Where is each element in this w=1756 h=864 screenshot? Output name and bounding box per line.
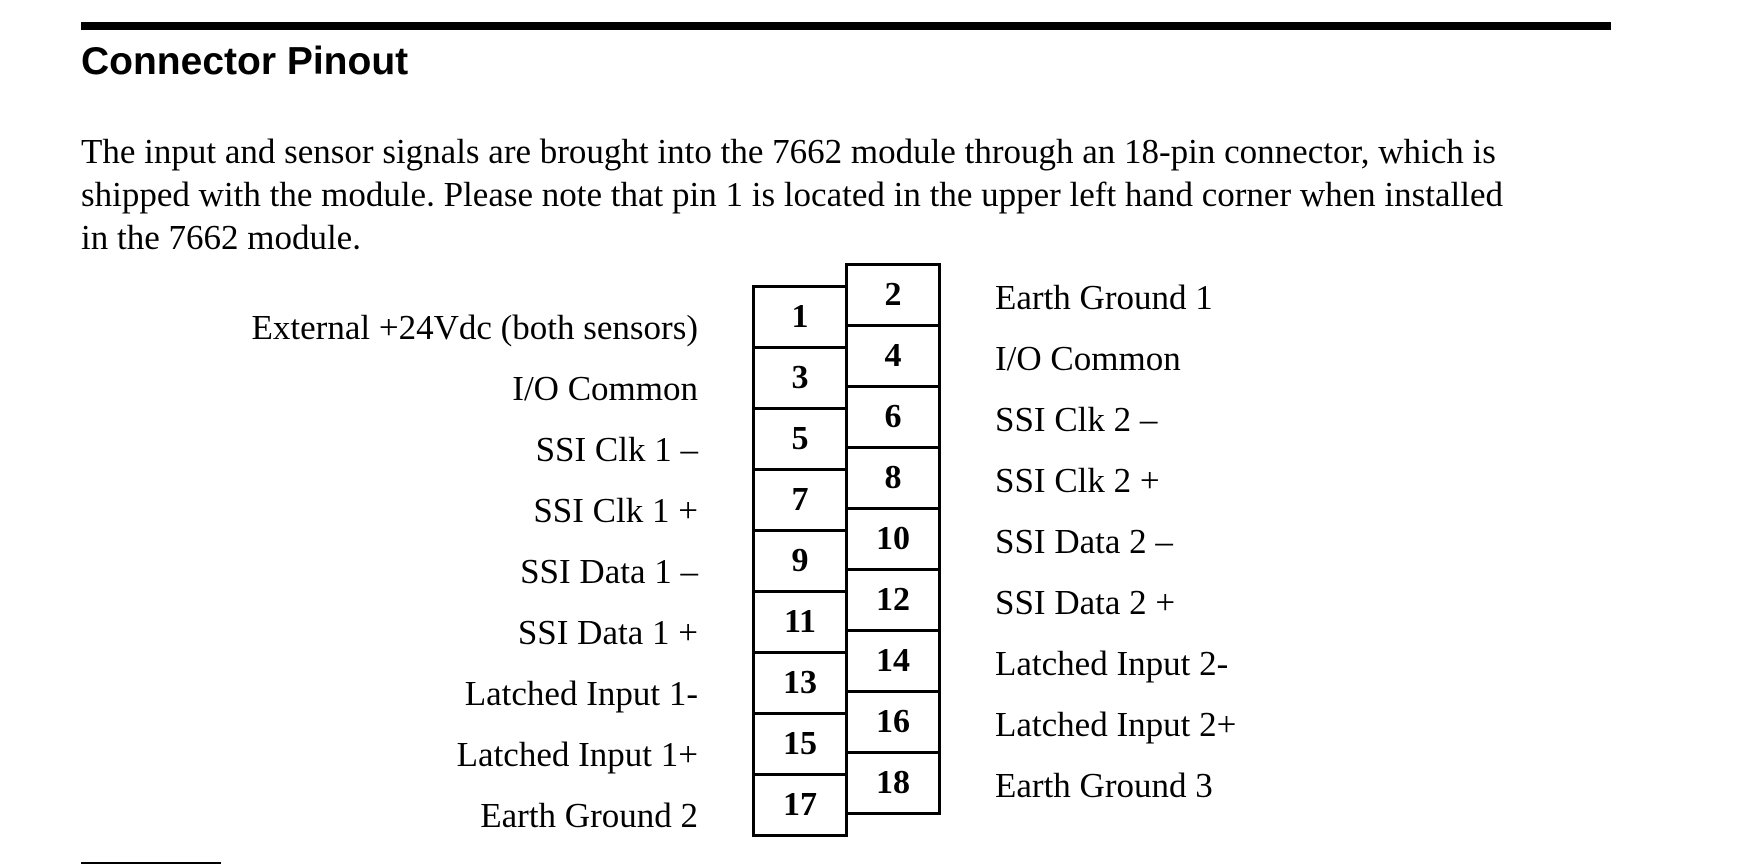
pin-label-8: SSI Clk 2 + [995, 461, 1160, 500]
section-heading: Connector Pinout [81, 40, 409, 83]
pin-cell-17: 17 [752, 773, 848, 837]
pin-cell-3: 3 [752, 346, 848, 410]
pin-cell-16: 16 [845, 690, 941, 754]
pin-label-1: External +24Vdc (both sensors) [251, 308, 698, 347]
pin-label-11: SSI Data 1 + [517, 613, 698, 652]
paragraph-line: shipped with the module. Please note that pin 1 is located in the upper left hand corner when installed [81, 175, 1503, 214]
pin-cell-4: 4 [845, 324, 941, 388]
pin-cell-15: 15 [752, 712, 848, 776]
pin-cell-14: 14 [845, 629, 941, 693]
pin-label-9: SSI Data 1 – [520, 552, 698, 591]
pin-cell-10: 10 [845, 507, 941, 571]
pin-label-10: SSI Data 2 – [995, 522, 1173, 561]
pin-cell-12: 12 [845, 568, 941, 632]
pin-cell-13: 13 [752, 651, 848, 715]
pin-label-2: Earth Ground 1 [995, 278, 1213, 317]
pin-cell-6: 6 [845, 385, 941, 449]
pin-label-13: Latched Input 1- [464, 674, 698, 713]
pin-label-12: SSI Data 2 + [995, 583, 1176, 622]
pin-cell-2: 2 [845, 263, 941, 327]
pin-cell-9: 9 [752, 529, 848, 593]
pin-cell-5: 5 [752, 407, 848, 471]
pin-label-5: SSI Clk 1 – [535, 430, 698, 469]
pin-label-16: Latched Input 2+ [995, 705, 1237, 744]
pin-label-17: Earth Ground 2 [480, 796, 698, 835]
pin-label-18: Earth Ground 3 [995, 766, 1213, 805]
pin-cell-18: 18 [845, 751, 941, 815]
paragraph-line: The input and sensor signals are brought into the 7662 module through an 18-pin connector, which is [81, 132, 1496, 171]
pin-cell-11: 11 [752, 590, 848, 654]
pin-label-6: SSI Clk 2 – [995, 400, 1158, 439]
pin-label-15: Latched Input 1+ [456, 735, 698, 774]
pin-label-14: Latched Input 2- [995, 644, 1229, 683]
pin-label-4: I/O Common [995, 339, 1181, 378]
pin-label-7: SSI Clk 1 + [533, 491, 698, 530]
pin-cell-1: 1 [752, 285, 848, 349]
pin-cell-7: 7 [752, 468, 848, 532]
pin-cell-8: 8 [845, 446, 941, 510]
paragraph-line: in the 7662 module. [81, 218, 361, 257]
pin-label-3: I/O Common [512, 369, 698, 408]
